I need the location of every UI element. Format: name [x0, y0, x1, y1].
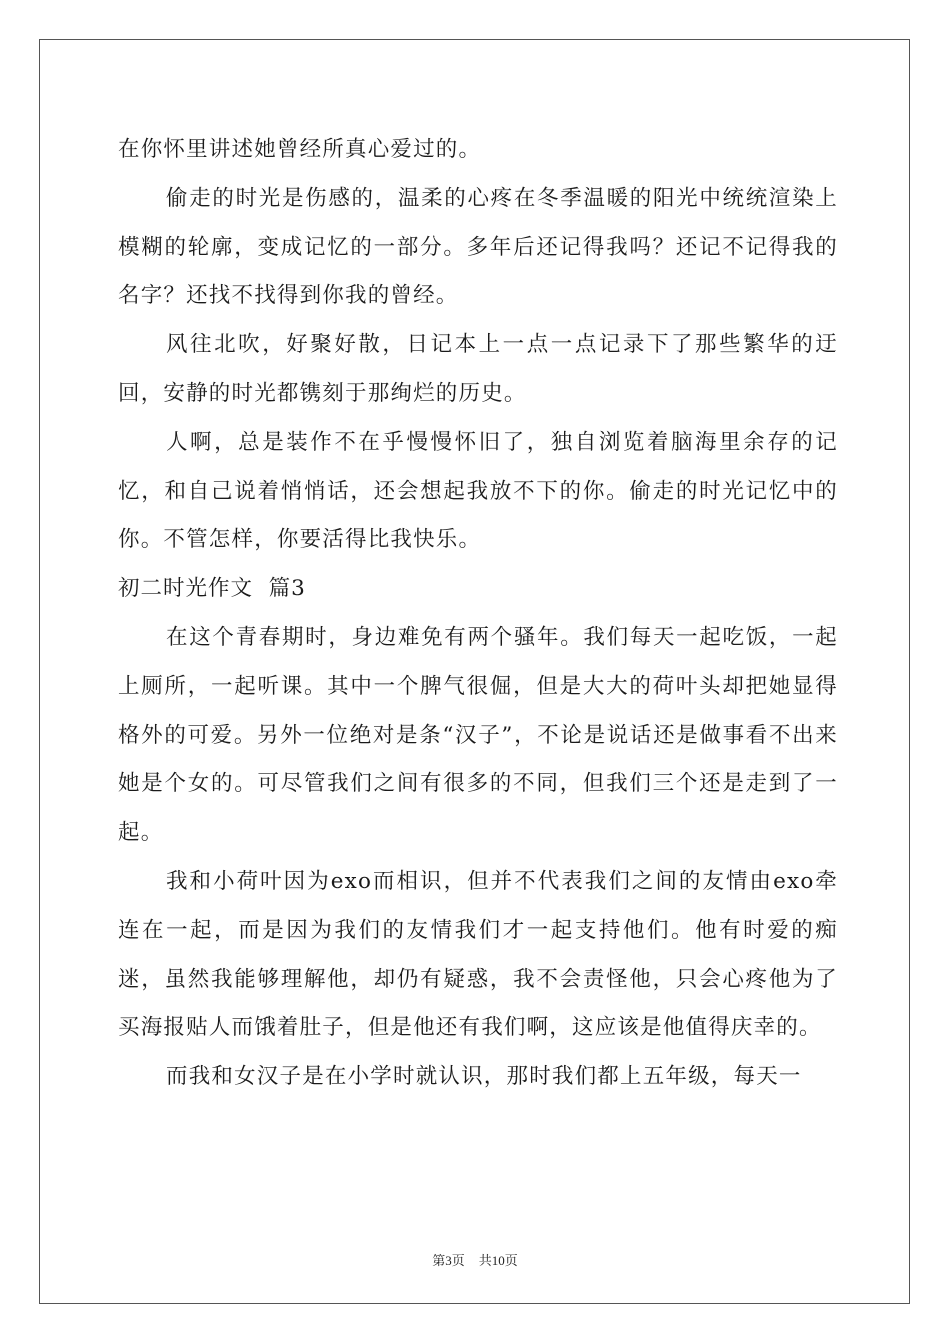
document-body	[118, 126, 838, 1102]
paragraph-1: 在你怀里讲述她曾经所真心爱过的。	[118, 137, 482, 162]
paragraph-2: 偷走的时光是伤感的，温柔的心疼在冬季温暖的阳光中统统渲染上模糊的轮廓，变成记忆的一部分。多年后还记得我吗？还记不记得我的名字？还找不找得到你我的曾经。	[118, 185, 838, 309]
paragraph-4: 人啊，总是装作不在乎慢慢怀旧了，独自浏览着脑海里余存的记忆，和自己说着悄悄话，还会想起我放不下的你。偷走的时光记忆中的你。不管怎样，你要活得比我快乐。	[118, 429, 838, 553]
paragraph-3: 风往北吹，好聚好散，日记本上一点一点记录下了那些繁华的迂回，安静的时光都镌刻于那绚烂的历史。	[118, 332, 838, 406]
page-number: 第3页	[432, 1253, 465, 1268]
page-total: 共10页	[478, 1253, 518, 1268]
paragraph-5: 在这个青春期时，身边难免有两个骚年。我们每天一起吃饭，一起上厕所，一起听课。其中一个脾气很倔，但是大大的荷叶头却把她显得格外的可爱。另外一位绝对是条“汉子”，不论是说话还是做事看不出来她是个女的。可尽管我们之间有很多的不同，但我们三个还是走到了一起。	[118, 624, 838, 846]
page-footer	[0, 1250, 950, 1269]
paragraph-7: 而我和女汉子是在小学时就认识，那时我们都上五年级，每天一	[166, 1064, 802, 1090]
section-heading: 初二时光作文 篇3	[118, 576, 306, 602]
paragraph-6: 我和小荷叶因为exo而相识，但并不代表我们之间的友情由exo牵连在一起，而是因为我们的友情我们才一起支持他们。他有时爱的痴迷，虽然我能够理解他，却仍有疑惑，我不会责怪他，只会心疼他为了买海报贴人而饿着肚子，但是他还有我们啊，这应该是他值得庆幸的。	[118, 868, 838, 1041]
